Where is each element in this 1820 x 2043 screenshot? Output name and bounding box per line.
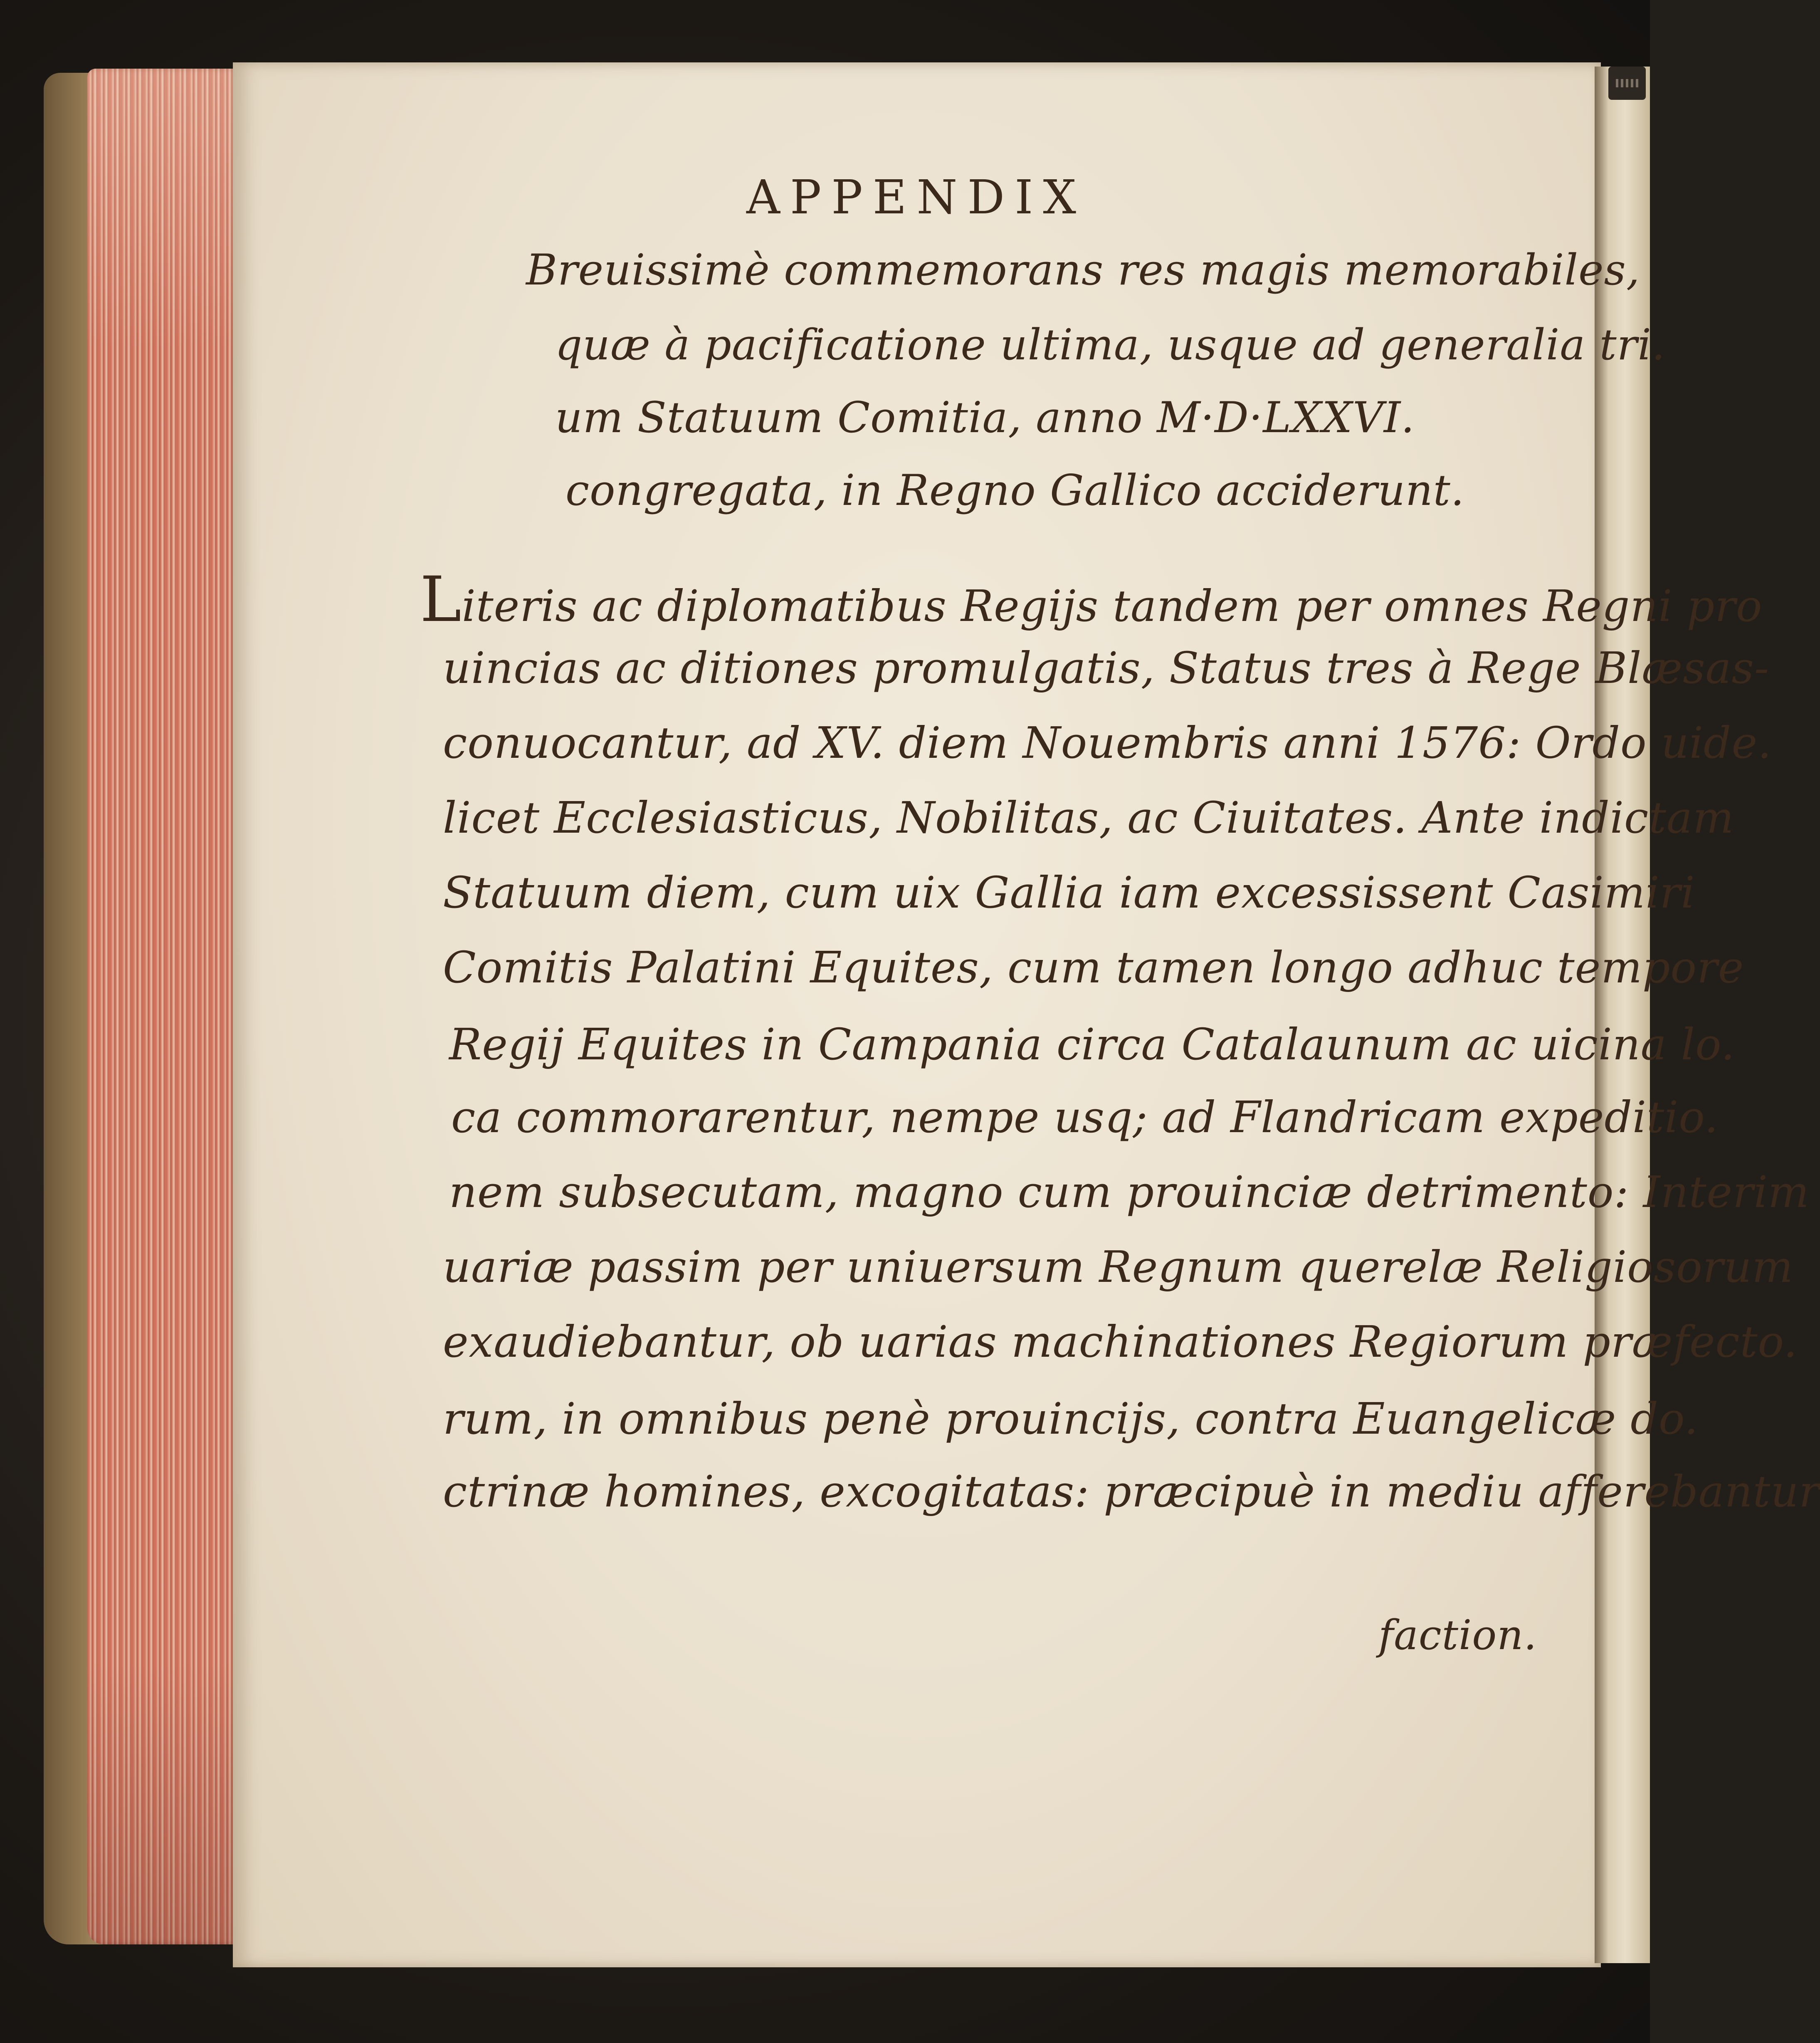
body-line: conuocantur, ad XV. diem Nouembris anni 1576: Ordo uide. <box>443 717 1772 768</box>
body-line: rum, in omnibus penè prouincijs, contra Euangelicæ do. <box>443 1393 1699 1444</box>
subtitle-line: Breuissimè commemorans res magis memorabiles, <box>526 245 1640 295</box>
binding-clasp <box>1608 67 1646 100</box>
body-line: ca commorarentur, nempe usq; ad Flandricam expeditio. <box>451 1092 1719 1143</box>
body-line: ctrinæ homines, excogitatas: præcipuè in mediu afferebantur <box>443 1466 1820 1517</box>
body-line: Regij Equites in Campania circa Catalaunum ac uicina lo. <box>449 1019 1735 1070</box>
body-line: Statuum diem, cum uix Gallia iam excessissent Casimiri <box>443 867 1695 918</box>
body-line: exaudiebantur, ob uarias machinationes Regiorum præfecto. <box>443 1316 1798 1367</box>
drop-cap: L <box>420 564 462 636</box>
page-heading: APPENDIX <box>746 171 1087 225</box>
body-line: nem subsecutam, magno cum prouinciæ detrimento: Interim <box>449 1167 1810 1217</box>
body-line: uariæ passim per uniuersum Regnum querelæ Religiosorum <box>443 1242 1794 1292</box>
catchword: faction. <box>1378 1612 1537 1659</box>
body-line: Comitis Palatini Equites, cum tamen longo adhuc tempore <box>443 942 1744 993</box>
body-line <box>420 564 1763 636</box>
subtitle-line: congregata, in Regno Gallico acciderunt. <box>566 466 1465 515</box>
body-line: licet Ecclesiasticus, Nobilitas, ac Ciuitates. Ante indictam <box>443 792 1734 843</box>
page-edges-red <box>87 69 237 1944</box>
subtitle-line: quæ à pacificatione ultima, usque ad generalia tri. <box>555 320 1666 370</box>
subtitle-line: um Statuum Comitia, anno M·D·LXXVI. <box>555 393 1415 443</box>
body-line: uincias ac ditiones promulgatis, Status tres à Rege Blæsas- <box>443 643 1769 693</box>
body-line-text: iteris ac diplomatibus Regijs tandem per omnes Regni pro <box>462 581 1763 631</box>
